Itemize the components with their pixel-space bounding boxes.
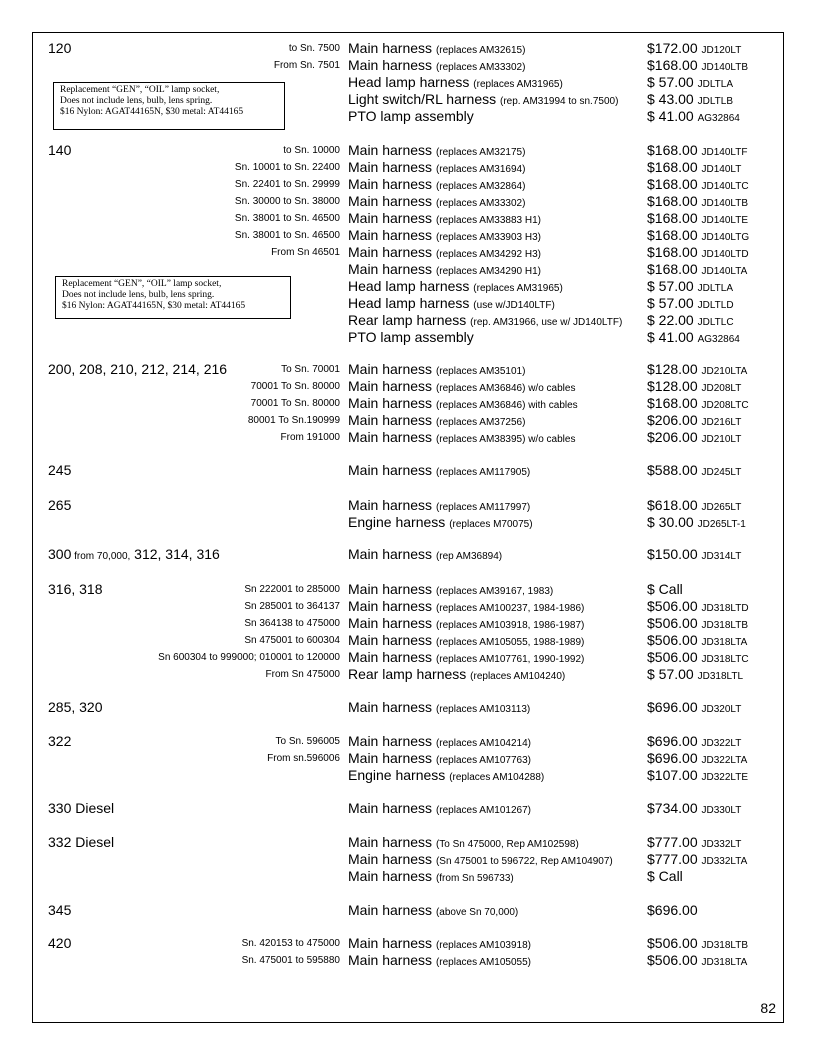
part-price: $206.00 JD210LT: [647, 429, 742, 445]
part-price: $ 57.00 JDLTLA: [647, 278, 733, 294]
table-row: [0, 800, 816, 817]
serial-range: Sn 600304 to 999000; 010001 to 120000: [158, 652, 340, 663]
part-price: $206.00 JD216LT: [647, 412, 742, 428]
part-description: Main harness (replaces AM103113): [348, 699, 531, 715]
part-code: AG32864: [697, 334, 740, 345]
serial-range: To Sn. 596005: [275, 736, 340, 747]
table-row: [0, 902, 816, 919]
table-row: [0, 395, 816, 412]
part-description: Head lamp harness (replaces AM31965): [348, 74, 563, 90]
lamp-socket-note-140: [55, 276, 291, 319]
table-row: [0, 750, 816, 767]
part-code: JD140LTF: [701, 147, 748, 158]
table-row: [0, 935, 816, 952]
note-line: Replacement “GEN”, “OIL” lamp socket,: [62, 279, 222, 289]
part-price: $777.00 JD332LT: [647, 834, 742, 850]
part-note: (replaces AM39167, 1983): [435, 586, 554, 597]
part-price: $168.00 JD140LTD: [647, 244, 749, 260]
serial-range: 70001 To Sn. 80000: [250, 381, 340, 392]
table-row: [0, 666, 816, 683]
table-row: [0, 429, 816, 446]
part-description: Main harness (replaces AM117997): [348, 497, 531, 513]
table-row: [0, 649, 816, 666]
part-note: (replaces AM117997): [435, 502, 531, 513]
part-price: $168.00 JD140LTE: [647, 210, 749, 226]
part-description: Head lamp harness (use w/JD140LTF): [348, 295, 555, 311]
part-note: (replaces AM104240): [470, 671, 566, 682]
serial-range: Sn. 475001 to 595880: [241, 955, 340, 966]
part-description: Main harness (Sn 475001 to 596722, Rep AM104907): [348, 851, 613, 867]
part-price: $696.00: [647, 902, 698, 918]
part-note: (replaces AM36846) w/o cables: [435, 383, 576, 394]
model-label: 420: [48, 935, 72, 951]
model-label: 245: [48, 462, 72, 478]
part-description: Main harness (replaces AM100237, 1984-1986): [348, 598, 585, 614]
part-price: $696.00 JD320LT: [647, 699, 742, 715]
table-row: [0, 868, 816, 885]
note-line: $16 Nylon: AGAT44165N, $30 metal: AT44165: [62, 301, 246, 311]
table-row: [0, 329, 816, 346]
part-description: Engine harness (replaces AM104288): [348, 767, 545, 783]
part-price: $ Call: [647, 868, 683, 884]
part-price: $ 41.00 AG32864: [647, 108, 740, 124]
part-note: (replaces AM32175): [435, 147, 526, 158]
part-code: JD318LTD: [701, 603, 749, 614]
part-code: JD318LTB: [701, 940, 749, 951]
part-price: $506.00 JD318LTB: [647, 615, 749, 631]
part-note: (replaces AM107763): [435, 755, 531, 766]
table-row: [0, 462, 816, 479]
model-label: 330 Diesel: [48, 800, 115, 816]
part-price: $ 22.00 JDLTLC: [647, 312, 734, 328]
lamp-socket-note-120: [53, 82, 285, 130]
part-description: PTO lamp assembly: [348, 108, 474, 124]
part-note: (replaces AM100237, 1984-1986): [435, 603, 585, 614]
serial-range: 80001 To Sn.190999: [247, 415, 340, 426]
part-note: (rep. AM31966, use w/ JD140LTF): [470, 317, 623, 328]
part-code: JD318LTA: [701, 637, 748, 648]
part-description: Main harness (replaces AM32615): [348, 40, 526, 56]
part-note: (above Sn 70,000): [435, 907, 519, 918]
table-row: [0, 378, 816, 395]
part-description: Main harness (replaces AM36846) with cables: [348, 395, 578, 411]
part-price: $ 57.00 JDLTLA: [647, 74, 733, 90]
part-description: Rear lamp harness (rep. AM31966, use w/ JD140LTF): [348, 312, 623, 328]
part-code: JDLTLC: [697, 317, 734, 328]
table-row: [0, 952, 816, 969]
part-note: (replaces AM103113): [435, 704, 531, 715]
part-note: (replaces AM31694): [435, 164, 526, 175]
part-note: (replaces AM33883 H1): [435, 215, 541, 226]
serial-range: to Sn. 10000: [283, 145, 340, 156]
table-row: [0, 767, 816, 784]
part-note: (from Sn 596733): [435, 873, 514, 884]
serial-range: Sn 475001 to 600304: [244, 635, 340, 646]
part-price: $168.00 JD140LTA: [647, 261, 748, 277]
part-code: JDLTLA: [697, 283, 733, 294]
part-price: $168.00 JD140LTB: [647, 193, 749, 209]
part-code: JD140LTC: [701, 181, 749, 192]
part-price: $696.00 JD322LTA: [647, 750, 748, 766]
part-price: $172.00 JD120LT: [647, 40, 742, 56]
part-description: Main harness (To Sn 475000, Rep AM102598): [348, 834, 579, 850]
table-row: [0, 361, 816, 378]
serial-range: To Sn. 70001: [281, 364, 340, 375]
table-row: [0, 851, 816, 868]
model-label: 322: [48, 733, 72, 749]
part-code: JD210LTA: [701, 366, 748, 377]
part-description: Main harness (replaces AM35101): [348, 361, 526, 377]
part-note: (replaces AM34292 H3): [435, 249, 541, 260]
part-note: (replaces AM33903 H3): [435, 232, 541, 243]
part-note: (Sn 475001 to 596722, Rep AM104907): [435, 856, 613, 867]
part-note: (replaces AM32864): [435, 181, 526, 192]
part-note: (To Sn 475000, Rep AM102598): [435, 839, 579, 850]
model-label: 285, 320: [48, 699, 103, 715]
table-row: [0, 632, 816, 649]
part-price: $506.00 JD318LTB: [647, 935, 749, 951]
part-code: JD140LTA: [701, 266, 748, 277]
part-note: (replaces AM105055): [435, 957, 531, 968]
part-code: JD140LT: [701, 164, 742, 175]
part-price: $168.00 JD208LTC: [647, 395, 749, 411]
table-row: [0, 176, 816, 193]
part-price: $506.00 JD318LTC: [647, 649, 749, 665]
model-label: 332 Diesel: [48, 834, 115, 850]
part-description: Head lamp harness (replaces AM31965): [348, 278, 563, 294]
part-code: JD330LT: [701, 805, 742, 816]
part-description: Main harness (replaces AM33883 H1): [348, 210, 541, 226]
part-note: (replaces AM105055, 1988-1989): [435, 637, 585, 648]
table-row: [0, 40, 816, 57]
part-price: $ 41.00 AG32864: [647, 329, 740, 345]
part-description: Main harness (replaces AM105055): [348, 952, 531, 968]
part-note: (replaces AM33302): [435, 62, 526, 73]
table-row: [0, 142, 816, 159]
part-description: Main harness (replaces AM37256): [348, 412, 526, 428]
table-row: [0, 497, 816, 514]
part-description: Main harness (replaces AM105055, 1988-1989): [348, 632, 585, 648]
model-label: 316, 318: [48, 581, 103, 597]
part-code: JD318LTB: [701, 620, 749, 631]
part-note: (use w/JD140LTF): [473, 300, 555, 311]
part-code: JD140LTB: [701, 62, 749, 73]
part-code: JD265LT: [701, 502, 742, 513]
part-note: (replaces AM34290 H1): [435, 266, 541, 277]
part-code: JD318LTC: [701, 654, 749, 665]
part-note: (replaces AM104288): [449, 772, 545, 783]
part-price: $588.00 JD245LT: [647, 462, 742, 478]
part-note: (replaces AM31965): [473, 79, 563, 90]
part-price: $168.00 JD140LTF: [647, 142, 748, 158]
part-description: Main harness (replaces AM34290 H1): [348, 261, 541, 277]
part-description: Engine harness (replaces M70075): [348, 514, 533, 530]
table-row: [0, 57, 816, 74]
part-code: JD140LTD: [701, 249, 749, 260]
part-price: $107.00 JD322LTE: [647, 767, 749, 783]
serial-range: Sn 222001 to 285000: [244, 584, 340, 595]
part-description: Main harness (replaces AM33302): [348, 57, 526, 73]
part-price: $128.00 JD210LTA: [647, 361, 748, 377]
table-row: [0, 733, 816, 750]
part-code: JD318LTA: [701, 957, 748, 968]
part-code: JD140LTG: [701, 232, 750, 243]
part-description: Main harness (replaces AM32175): [348, 142, 526, 158]
serial-range: From Sn 475000: [265, 669, 340, 680]
part-note: (rep AM36894): [435, 551, 503, 562]
part-price: $777.00 JD332LTA: [647, 851, 748, 867]
part-price: $168.00 JD140LT: [647, 159, 742, 175]
note-line: Does not include lens, bulb, lens spring.: [60, 96, 213, 106]
part-price: $696.00 JD322LT: [647, 733, 742, 749]
part-code: JD322LTE: [701, 772, 749, 783]
part-price: $734.00 JD330LT: [647, 800, 742, 816]
part-description: Main harness (replaces AM34292 H3): [348, 244, 541, 260]
part-note: (replaces AM35101): [435, 366, 526, 377]
part-code: JD245LT: [701, 467, 742, 478]
part-description: Main harness (replaces AM36846) w/o cables: [348, 378, 576, 394]
part-code: JD210LT: [701, 434, 742, 445]
table-row: [0, 598, 816, 615]
serial-range: 70001 To Sn. 80000: [250, 398, 340, 409]
table-row: [0, 159, 816, 176]
serial-range: From Sn. 7501: [273, 60, 340, 71]
serial-range: From 191000: [280, 432, 340, 443]
serial-range: Sn. 420153 to 475000: [241, 938, 340, 949]
part-code: JD120LT: [701, 45, 742, 56]
part-note: (replaces AM36846) with cables: [435, 400, 578, 411]
part-description: Main harness (replaces AM101267): [348, 800, 531, 816]
part-code: JD314LT: [701, 551, 742, 562]
table-row: [0, 412, 816, 429]
serial-range: Sn. 38001 to Sn. 46500: [234, 230, 340, 241]
part-code: JD208LTC: [701, 400, 749, 411]
part-note: (replaces AM37256): [435, 417, 526, 428]
table-row: [0, 210, 816, 227]
part-description: Main harness (rep AM36894): [348, 546, 503, 562]
model-label: 120: [48, 40, 72, 56]
part-description: Light switch/RL harness (rep. AM31994 to sn.7500): [348, 91, 619, 107]
table-row: [0, 244, 816, 261]
part-price: $168.00 JD140LTG: [647, 227, 750, 243]
part-code: JD332LTA: [701, 856, 748, 867]
part-description: Rear lamp harness (replaces AM104240): [348, 666, 566, 682]
part-description: Main harness (replaces AM117905): [348, 462, 531, 478]
part-code: JD208LT: [701, 383, 742, 394]
table-row: [0, 227, 816, 244]
part-description: Main harness (from Sn 596733): [348, 868, 514, 884]
part-code: JD322LT: [701, 738, 742, 749]
part-description: Main harness (replaces AM32864): [348, 176, 526, 192]
part-code: AG32864: [697, 113, 740, 124]
model-label: 140: [48, 142, 72, 158]
part-note: (replaces AM33302): [435, 198, 526, 209]
part-code: JD265LT-1: [697, 519, 746, 530]
part-price: $618.00 JD265LT: [647, 497, 742, 513]
part-description: Main harness (above Sn 70,000): [348, 902, 519, 918]
part-description: Main harness (replaces AM33302): [348, 193, 526, 209]
part-code: JDLTLA: [697, 79, 733, 90]
part-note: (replaces AM103918, 1986-1987): [435, 620, 585, 631]
part-price: $ Call: [647, 581, 683, 597]
part-price: $168.00 JD140LTB: [647, 57, 749, 73]
part-price: $ 43.00 JDLTLB: [647, 91, 733, 107]
note-line: $16 Nylon: AGAT44165N, $30 metal: AT44165: [60, 107, 244, 117]
table-row: [0, 581, 816, 598]
part-note: (replaces AM104214): [435, 738, 531, 749]
serial-range: Sn 285001 to 364137: [244, 601, 340, 612]
note-line: Does not include lens, bulb, lens spring.: [62, 290, 215, 300]
part-description: Main harness (replaces AM103918, 1986-1987): [348, 615, 585, 631]
table-row: [0, 514, 816, 531]
table-row: [0, 699, 816, 716]
model-label: 200, 208, 210, 212, 214, 216: [48, 361, 228, 377]
part-description: Main harness (replaces AM107761, 1990-1992): [348, 649, 585, 665]
serial-range: Sn. 38001 to Sn. 46500: [234, 213, 340, 224]
part-price: $128.00 JD208LT: [647, 378, 742, 394]
part-code: JD322LTA: [701, 755, 748, 766]
part-price: $168.00 JD140LTC: [647, 176, 749, 192]
part-description: Main harness (replaces AM33903 H3): [348, 227, 541, 243]
part-description: Main harness (replaces AM38395) w/o cables: [348, 429, 576, 445]
part-note: (replaces AM38395) w/o cables: [435, 434, 576, 445]
serial-range: Sn. 30000 to Sn. 38000: [234, 196, 340, 207]
part-price: $ 57.00 JD318LTL: [647, 666, 744, 682]
part-code: JDLTLD: [697, 300, 734, 311]
part-code: JD320LT: [701, 704, 742, 715]
serial-range: Sn 364138 to 475000: [244, 618, 340, 629]
part-price: $506.00 JD318LTA: [647, 952, 748, 968]
part-description: Main harness (replaces AM104214): [348, 733, 531, 749]
model-label: 345: [48, 902, 72, 918]
part-note: (replaces AM31965): [473, 283, 563, 294]
serial-range: From Sn 46501: [271, 247, 340, 258]
part-note: (rep. AM31994 to sn.7500): [500, 96, 619, 107]
part-note: (replaces AM103918): [435, 940, 531, 951]
part-price: $ 57.00 JDLTLD: [647, 295, 734, 311]
part-code: JD318LTL: [697, 671, 744, 682]
model-label: 300 from 70,000, 312, 314, 316: [48, 546, 220, 562]
table-row: [0, 546, 816, 563]
part-price: $506.00 JD318LTA: [647, 632, 748, 648]
part-code: JD140LTB: [701, 198, 749, 209]
part-code: JD216LT: [701, 417, 742, 428]
part-description: Main harness (replaces AM103918): [348, 935, 531, 951]
table-row: [0, 615, 816, 632]
table-row: [0, 193, 816, 210]
part-description: PTO lamp assembly: [348, 329, 474, 345]
part-code: JD332LT: [701, 839, 742, 850]
serial-range: to Sn. 7500: [288, 43, 340, 54]
part-description: Main harness (replaces AM107763): [348, 750, 531, 766]
serial-range: Sn. 10001 to Sn. 22400: [234, 162, 340, 173]
part-price: $ 30.00 JD265LT-1: [647, 514, 746, 530]
part-note: (replaces AM32615): [435, 45, 526, 56]
part-description: Main harness (replaces AM31694): [348, 159, 526, 175]
part-note: (replaces AM101267): [435, 805, 531, 816]
part-price: $506.00 JD318LTD: [647, 598, 749, 614]
serial-range: Sn. 22401 to Sn. 29999: [234, 179, 340, 190]
model-label: 265: [48, 497, 72, 513]
note-line: Replacement “GEN”, “OIL” lamp socket,: [60, 85, 220, 95]
part-code: JD140LTE: [701, 215, 749, 226]
part-description: Main harness (replaces AM39167, 1983): [348, 581, 554, 597]
page-number: 82: [760, 1000, 776, 1016]
serial-range: From sn.596006: [267, 753, 340, 764]
part-price: $150.00 JD314LT: [647, 546, 742, 562]
part-note: (replaces M70075): [449, 519, 533, 530]
table-row: [0, 834, 816, 851]
part-note: (replaces AM117905): [435, 467, 531, 478]
part-code: JDLTLB: [697, 96, 733, 107]
part-note: (replaces AM107761, 1990-1992): [435, 654, 585, 665]
